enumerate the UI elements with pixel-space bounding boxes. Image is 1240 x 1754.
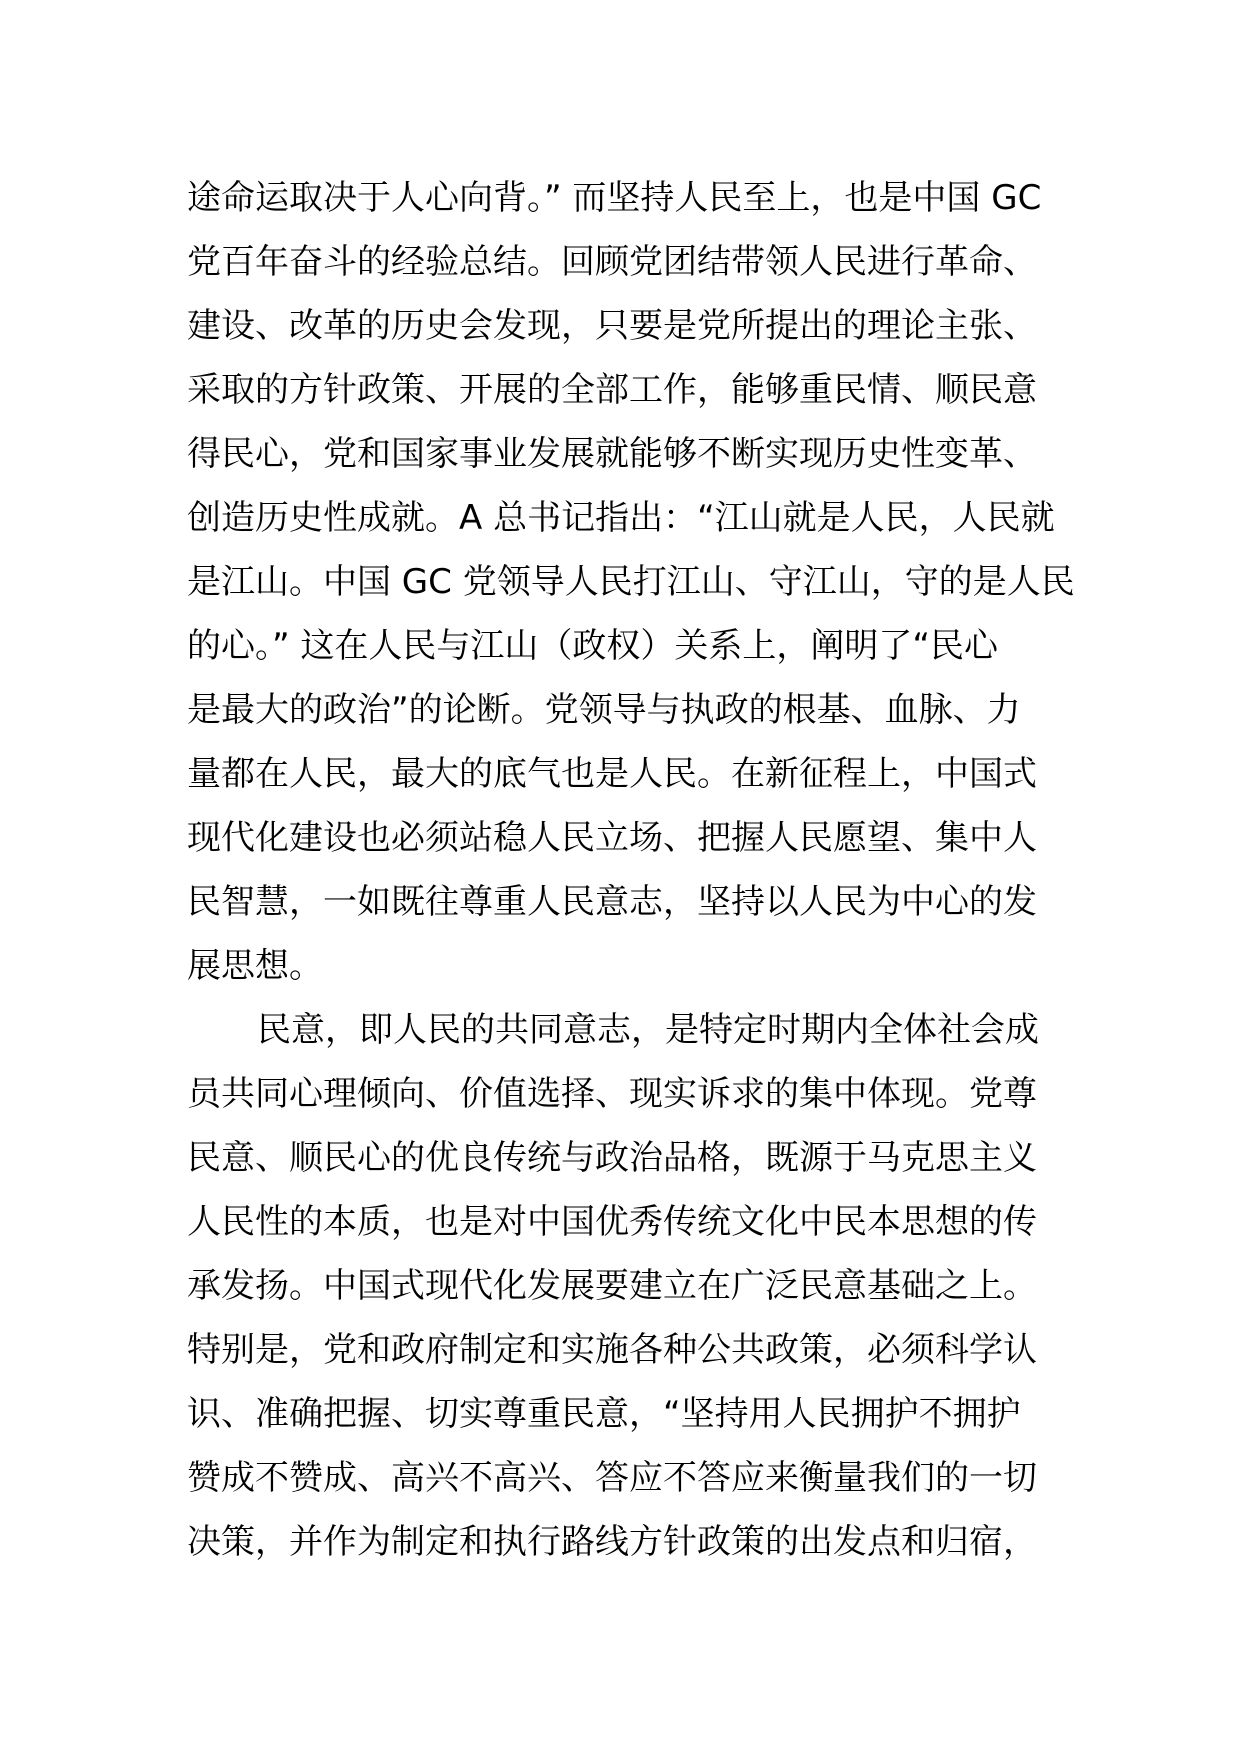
text-line: 承发扬。中国式现代化发展要建立在广泛民意基础之上。 (187, 1266, 1037, 1306)
paragraph-1 (187, 166, 1075, 998)
text-line: 采取的方针政策、开展的全部工作，能够重民情、顺民意 (187, 370, 1037, 410)
text-line: 识、准确把握、切实尊重民意，“坚持用人民拥护不拥护 (187, 1394, 1021, 1434)
text-line: 是最大的政治”的论断。党领导与执政的根基、血脉、力 (187, 690, 1021, 730)
text-line: 党百年奋斗的经验总结。回顾党团结带领人民进行革命、 (187, 242, 1037, 282)
text-line: 民意，即人民的共同意志，是特定时期内全体社会成 (257, 1010, 1039, 1050)
paragraph-2 (187, 998, 1067, 1574)
text-line: 得民心，党和国家事业发展就能够不断实现历史性变革、 (187, 434, 1037, 474)
text-line: 的心。” 这在人民与江山（政权）关系上，阐明了“民心 (187, 626, 999, 666)
text-line: 途命运取决于人心向背。” 而坚持人民至上，也是中国 GC (187, 178, 1042, 218)
text-line: 决策，并作为制定和执行路线方针政策的出发点和归宿， (187, 1522, 1037, 1562)
text-line: 创造历史性成就。A 总书记指出：“江山就是人民，人民就 (187, 498, 1055, 538)
text-line: 建设、改革的历史会发现，只要是党所提出的理论主张、 (187, 306, 1037, 346)
body-text (187, 166, 1075, 1574)
text-line: 是江山。中国 GC 党领导人民打江山、守江山，守的是人民 (187, 562, 1075, 602)
text-line: 展思想。 (187, 946, 323, 986)
text-line: 人民性的本质，也是对中国优秀传统文化中民本思想的传 (187, 1202, 1037, 1242)
text-line: 现代化建设也必须站稳人民立场、把握人民愿望、集中人 (187, 818, 1037, 858)
text-line: 员共同心理倾向、价值选择、现实诉求的集中体现。党尊 (187, 1074, 1037, 1114)
text-line: 量都在人民，最大的底气也是人民。在新征程上，中国式 (187, 754, 1037, 794)
text-line: 民意、顺民心的优良传统与政治品格，既源于马克思主义 (187, 1138, 1037, 1178)
text-line: 特别是，党和政府制定和实施各种公共政策，必须科学认 (187, 1330, 1037, 1370)
text-line: 赞成不赞成、高兴不高兴、答应不答应来衡量我们的一切 (187, 1458, 1037, 1498)
text-line: 民智慧，一如既往尊重人民意志，坚持以人民为中心的发 (187, 882, 1037, 922)
